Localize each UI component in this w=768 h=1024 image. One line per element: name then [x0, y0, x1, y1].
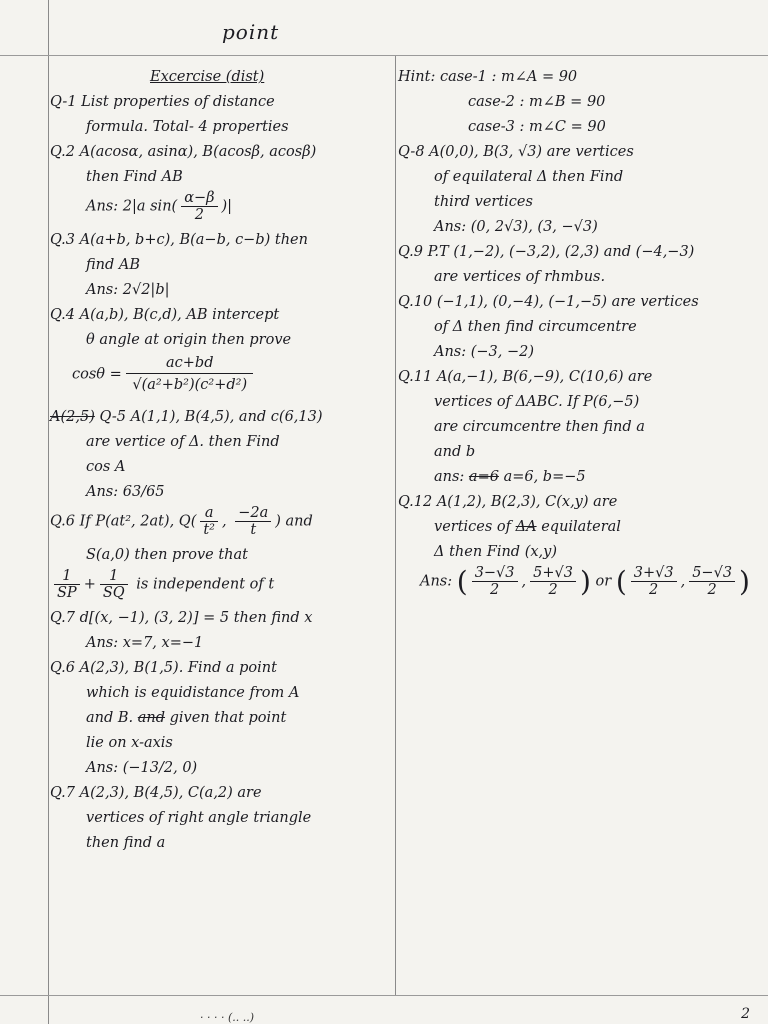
- q2-frac-num: α−β: [181, 190, 217, 207]
- q12-frac-2: [530, 565, 576, 598]
- q4-line-1: Q.4 A(a,b), B(c,d), AB intercept: [50, 307, 280, 323]
- left-column: [50, 65, 395, 856]
- q5-struck-text: A(2,5): [50, 409, 95, 425]
- q4-line-2: θ angle at origin then prove: [86, 332, 292, 348]
- q12-line-2: [398, 515, 748, 540]
- page-number: 2: [741, 1006, 750, 1022]
- left-margin-rule: [48, 0, 49, 1024]
- q1-line-1: Q-1 List properties of distance: [50, 94, 275, 110]
- q7-line-1: Q.7 d[(x, −1), (3, 2)] = 5 then find x: [50, 610, 313, 626]
- question-3: [50, 228, 395, 303]
- q1-line-2: formula. Total- 4 properties: [86, 119, 289, 135]
- q7b-line-1: Q.7 A(2,3), B(4,5), C(a,2) are: [50, 785, 262, 801]
- q4-formula-fraction: [126, 353, 253, 396]
- q12-line-3: Δ then Find (x,y): [434, 544, 557, 560]
- q8-answer: Ans: (0, 2√3), (3, −√3): [434, 219, 598, 235]
- q5-line-2: are vertice of Δ. then Find: [86, 434, 280, 450]
- q11-line-3: are circumcentre then find a: [434, 419, 645, 435]
- question-10: [398, 290, 748, 365]
- question-4: [50, 303, 395, 405]
- q6-frac-1-den: t²: [203, 522, 215, 538]
- q6b-line-3-post: given that point: [169, 710, 287, 726]
- q6b-line-1: Q.6 A(2,3), B(1,5). Find a point: [50, 660, 277, 676]
- q9-line-1: Q.9 P.T (1,−2), (−3,2), (2,3) and (−4,−3): [398, 244, 695, 260]
- hint-line-3: case-3 : m∠C = 90: [468, 119, 606, 135]
- q11-answer-pre: ans:: [434, 469, 465, 485]
- q6-frac-2: [235, 505, 271, 538]
- header-rule: [0, 55, 768, 56]
- hint-block: [398, 65, 748, 140]
- question-6b: [50, 656, 395, 781]
- q8-line-1: Q-8 A(0,0), B(3, √3) are vertices: [398, 144, 634, 160]
- q4-formula-num: ac+bd: [126, 353, 253, 374]
- q6-frac-1: [200, 505, 218, 538]
- q6-frac-2-num: −2a: [235, 505, 271, 522]
- q6-frac-1-num: a: [200, 505, 218, 522]
- q6-mid: ,: [222, 513, 232, 530]
- q9-line-2: are vertices of rhmbus.: [434, 269, 606, 285]
- q10-line-1: Q.10 (−1,1), (0,−4), (−1,−5) are vertices: [398, 294, 699, 310]
- question-12: [398, 490, 748, 613]
- q11-struck-text: a=6: [468, 469, 499, 485]
- question-2: [50, 140, 395, 228]
- q2-frac-den: 2: [194, 207, 204, 223]
- q11-line-2: vertices of ΔABC. If P(6,−5): [434, 394, 640, 410]
- q10-answer: Ans: (−3, −2): [434, 344, 535, 360]
- q11-line-4: and b: [434, 444, 476, 460]
- q12-frac-2-den: 2: [548, 582, 558, 598]
- q7-answer: Ans: x=7, x=−1: [86, 635, 204, 651]
- q2-answer-end: )|: [221, 198, 233, 215]
- q6-frac-3: [54, 568, 80, 601]
- q5-line-1: [50, 405, 395, 430]
- q6b-struck-text: and: [137, 710, 166, 726]
- right-column: [398, 65, 748, 613]
- question-9: [398, 240, 748, 290]
- q2-line-1: Q.2 A(acosα, asinα), B(acosβ, acosβ): [50, 144, 317, 160]
- q6b-line-3-pre: and B.: [86, 710, 134, 726]
- hint-line-1: Hint: case-1 : m∠A = 90: [398, 69, 578, 85]
- q6-line-3: [50, 568, 395, 606]
- q12-frac-4: [689, 565, 735, 598]
- q12-close-paren-1: ): [579, 565, 591, 598]
- exercise-heading: Excercise (dist): [150, 69, 265, 85]
- q12-line-2-post: equilateral: [541, 519, 621, 535]
- question-5: [50, 405, 395, 505]
- q12-answer-label: Ans:: [420, 573, 453, 590]
- q4-formula: [50, 353, 395, 405]
- column-divider: [395, 55, 396, 995]
- q6b-line-2: which is equidistance from A: [86, 685, 300, 701]
- q12-struck-text: ΔA: [515, 519, 537, 535]
- q6-pre: Q.6 If P(at², 2at), Q(: [50, 513, 197, 530]
- q12-frac-1: [472, 565, 518, 598]
- q12-comma-1: ,: [521, 573, 527, 590]
- question-7: [50, 606, 395, 656]
- q12-answer: [398, 565, 748, 613]
- q12-frac-3-num: 3+√3: [631, 565, 677, 582]
- q2-answer-pre: Ans: 2|a sin(: [86, 198, 178, 215]
- hint-line-2: case-2 : m∠B = 90: [468, 94, 606, 110]
- q12-close-paren-2: ): [739, 565, 750, 598]
- q6-line-3-text: is independent of t: [136, 576, 275, 593]
- q6b-line-4: lie on x-axis: [86, 735, 173, 751]
- q5-line-3: cos A: [86, 459, 126, 475]
- q6-frac-4-den: SQ: [102, 585, 125, 601]
- q12-line-2-pre: vertices of: [434, 519, 512, 535]
- q5-line-1-text: Q-5 A(1,1), B(4,5), and c(6,13): [99, 409, 323, 425]
- page-title: point: [222, 20, 280, 44]
- q6-frac-4: [100, 568, 128, 601]
- q12-frac-3-den: 2: [649, 582, 659, 598]
- question-6: [50, 505, 395, 606]
- q3-line-1: Q.3 A(a+b, b+c), B(a−b, c−b) then: [50, 232, 308, 248]
- q8-line-2: of equilateral Δ then Find: [434, 169, 624, 185]
- footer-rule: [0, 995, 768, 996]
- q6-end: ) and: [275, 513, 313, 530]
- q12-or: or: [595, 573, 612, 590]
- q12-comma-2: ,: [680, 573, 686, 590]
- q6b-line-3: [50, 706, 395, 731]
- q2-line-2: then Find AB: [86, 169, 183, 185]
- q6-frac-3-den: SP: [57, 585, 77, 601]
- q4-formula-lhs: cosθ =: [72, 366, 127, 383]
- q6-frac-3-num: 1: [54, 568, 80, 585]
- q6-line-2: S(a,0) then prove that: [86, 547, 248, 563]
- q3-answer: Ans: 2√2|b|: [86, 282, 170, 298]
- q6-frac-2-den: t: [250, 522, 257, 538]
- q6-plus: +: [83, 576, 96, 593]
- q12-open-paren-1: (: [456, 565, 468, 598]
- q12-frac-3: [631, 565, 677, 598]
- q4-formula-den: √(a²+b²)(c²+d²): [132, 377, 248, 393]
- q11-answer-post: a=6, b=−5: [503, 469, 586, 485]
- q2-fraction: [181, 190, 217, 223]
- question-11: [398, 365, 748, 490]
- question-7b: [50, 781, 395, 856]
- q12-frac-1-num: 3−√3: [472, 565, 518, 582]
- q6b-answer: Ans: (−13/2, 0): [86, 760, 198, 776]
- q3-line-2: find AB: [86, 257, 141, 273]
- q12-frac-4-den: 2: [707, 582, 717, 598]
- q11-line-1: Q.11 A(a,−1), B(6,−9), C(10,6) are: [398, 369, 653, 385]
- q6-frac-4-num: 1: [100, 568, 128, 585]
- q12-frac-4-num: 5−√3: [689, 565, 735, 582]
- q2-answer: [50, 190, 395, 228]
- q11-answer: [398, 465, 748, 490]
- bottom-cutoff-text: · · · · (.. ..): [200, 1011, 255, 1024]
- q7b-line-2: vertices of right angle triangle: [86, 810, 312, 826]
- q5-answer: Ans: 63/65: [86, 484, 165, 500]
- q12-line-1: Q.12 A(1,2), B(2,3), C(x,y) are: [398, 494, 618, 510]
- q12-open-paren-2: (: [615, 565, 627, 598]
- q7b-line-3: then find a: [86, 835, 166, 851]
- q12-frac-2-num: 5+√3: [530, 565, 576, 582]
- q12-frac-1-den: 2: [489, 582, 500, 598]
- q10-line-2: of Δ then find circumcentre: [434, 319, 637, 335]
- q8-line-3: third vertices: [434, 194, 533, 210]
- question-8: [398, 140, 748, 240]
- question-1: [50, 90, 395, 140]
- q6-line-1: [50, 505, 395, 543]
